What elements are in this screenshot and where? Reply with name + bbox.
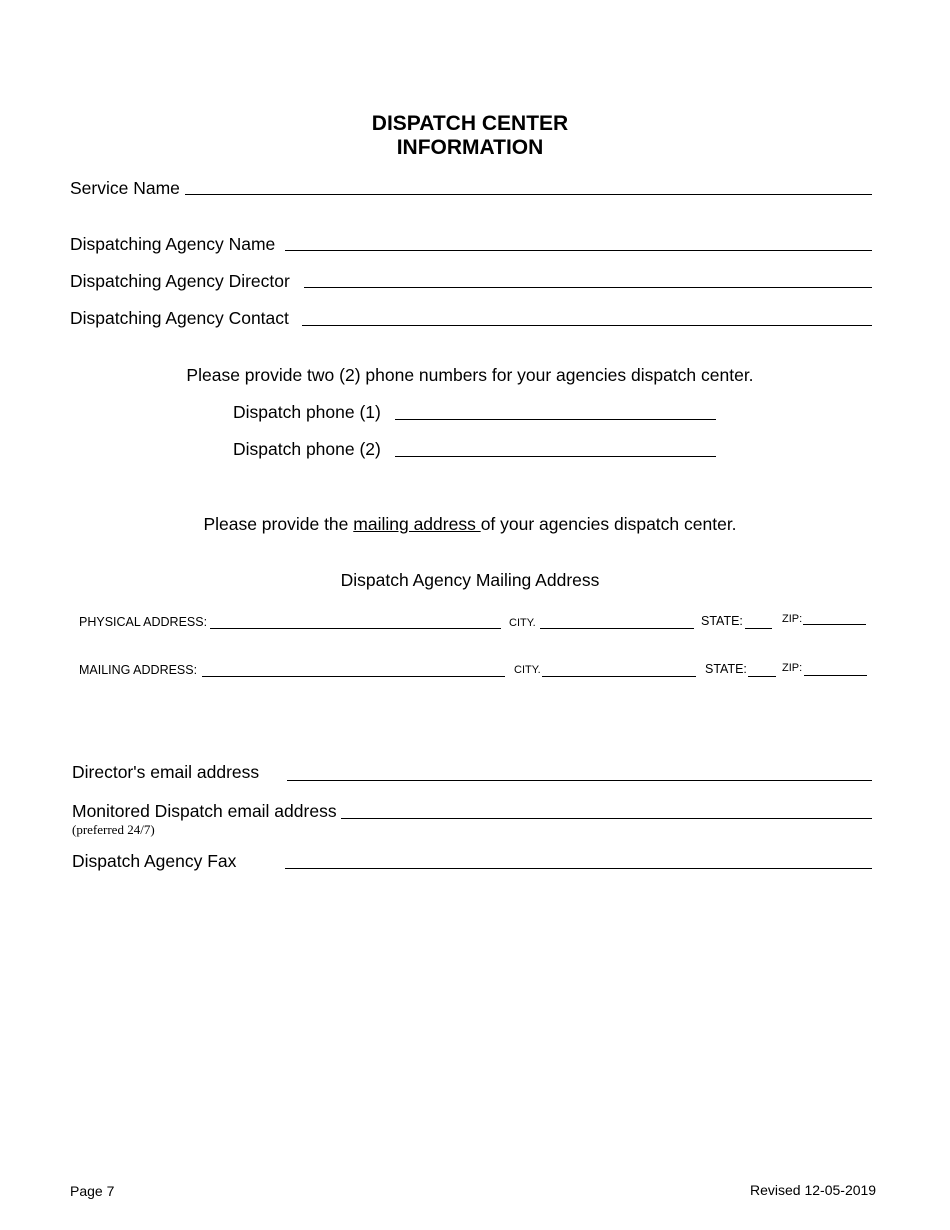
- agency-contact-label: Dispatching Agency Contact: [70, 308, 289, 328]
- service-name-field[interactable]: [185, 194, 872, 195]
- fax-label: Dispatch Agency Fax: [72, 851, 237, 871]
- mailing-instruction: [0, 514, 940, 535]
- monitored-email-field[interactable]: [341, 818, 872, 819]
- physical-address-label: PHYSICAL ADDRESS:: [79, 615, 208, 629]
- monitored-email-label: Monitored Dispatch email address: [72, 801, 337, 821]
- page-title-line2: INFORMATION: [396, 136, 544, 159]
- physical-zip-label: ZIP:: [782, 613, 803, 625]
- mailing-city-field[interactable]: [542, 676, 696, 677]
- mailing-state-label: STATE:: [705, 662, 747, 676]
- mailing-address-label: MAILING ADDRESS:: [79, 663, 198, 677]
- physical-city-field[interactable]: [540, 628, 694, 629]
- agency-name-field[interactable]: [285, 250, 872, 251]
- agency-name-label: Dispatching Agency Name: [70, 234, 276, 254]
- agency-contact-field[interactable]: [302, 325, 872, 326]
- physical-zip-field[interactable]: [803, 624, 866, 625]
- physical-address-field[interactable]: [210, 628, 501, 629]
- phone2-field[interactable]: [395, 456, 716, 457]
- agency-director-label: Dispatching Agency Director: [70, 271, 290, 291]
- phone1-label: Dispatch phone (1): [233, 402, 381, 422]
- service-name-label: Service Name: [70, 178, 180, 198]
- mailing-state-field[interactable]: [748, 676, 776, 677]
- phone1-field[interactable]: [395, 419, 716, 420]
- physical-state-field[interactable]: [745, 628, 772, 629]
- mailing-instruction-underlined: mailing address: [353, 514, 481, 534]
- physical-state-label: STATE:: [701, 614, 743, 628]
- mailing-heading: Dispatch Agency Mailing Address: [340, 570, 600, 590]
- phone2-label: Dispatch phone (2): [233, 439, 381, 459]
- mailing-instruction-post: of your agencies dispatch center.: [480, 514, 737, 534]
- mailing-zip-field[interactable]: [804, 675, 867, 676]
- mailing-city-label: CITY.: [514, 664, 541, 676]
- physical-city-label: CITY.: [509, 617, 536, 629]
- phone-instruction: Please provide two (2) phone numbers for your agencies dispatch center.: [186, 365, 754, 385]
- page-title-line1: DISPATCH CENTER: [371, 112, 569, 135]
- page-number: Page 7: [70, 1183, 115, 1199]
- fax-field[interactable]: [285, 868, 872, 869]
- revised-date: Revised 12-05-2019: [750, 1182, 877, 1198]
- mailing-address-field[interactable]: [202, 676, 505, 677]
- agency-director-field[interactable]: [304, 287, 872, 288]
- director-email-field[interactable]: [287, 780, 872, 781]
- mailing-zip-label: ZIP:: [782, 662, 803, 674]
- mailing-instruction-pre: Please provide the: [203, 514, 354, 534]
- director-email-label: Director's email address: [72, 762, 260, 782]
- preferred-note: (preferred 24/7): [72, 822, 155, 837]
